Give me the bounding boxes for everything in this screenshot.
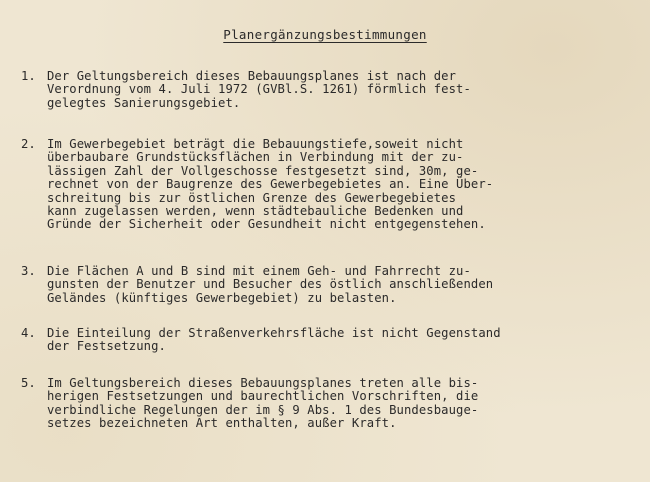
list-item [21,265,631,305]
list-item [21,138,631,232]
item-number: 5. [21,376,36,390]
item-number: 1. [21,69,36,83]
item-text: Die Einteilung der Straßenverkehrsfläche ist nicht Gegenstand der Festsetzung. [47,326,501,354]
item-text: Der Geltungsbereich dieses Bebauungsplanes ist nach der Verordnung vom 4. Juli 1972 (GVBl.S. 1261) förmlich fest- gelegtes Sanierungsgebiet. [47,69,471,110]
list-item [21,327,631,354]
item-text: Im Geltungsbereich dieses Bebauungsplanes treten alle bis- herigen Festsetzungen und baurechtlichen Vorschriften, die verbindliche Regelungen der im § 9 Abs. 1 des Bundesbauge- setzes bezeichneten Art enthalten, außer Kraft. [47,376,479,431]
item-number: 3. [21,264,36,278]
list-item [21,377,631,431]
item-number: 4. [21,326,36,340]
document-title: Planergänzungsbestimmungen [223,27,427,42]
list-item [21,70,631,110]
item-text: Im Gewerbegebiet beträgt die Bebauungstiefe,soweit nicht überbaubare Grundstücksflächen in Verbindung mit der zu- lässigen Zahl der Vollgeschosse festgesetzt sind, 30m, ge- rechnet von der Baugrenze des Gewerbegebietes an. Eine Über- schreitung bis zur östlichen Grenze des Gewerbegebietes kann zugelassen werden, wenn städtebauliche Bedenken und Gründe der Sicherheit oder Gesundheit nicht entgegenstehen. [47,137,494,232]
item-number: 2. [21,137,36,151]
item-text: Die Flächen A und B sind mit einem Geh- und Fahrrecht zu- gunsten der Benutzer und Besucher des östlich anschließenden Geländes (künftiges Gewerbegebiet) zu belasten. [47,264,494,305]
